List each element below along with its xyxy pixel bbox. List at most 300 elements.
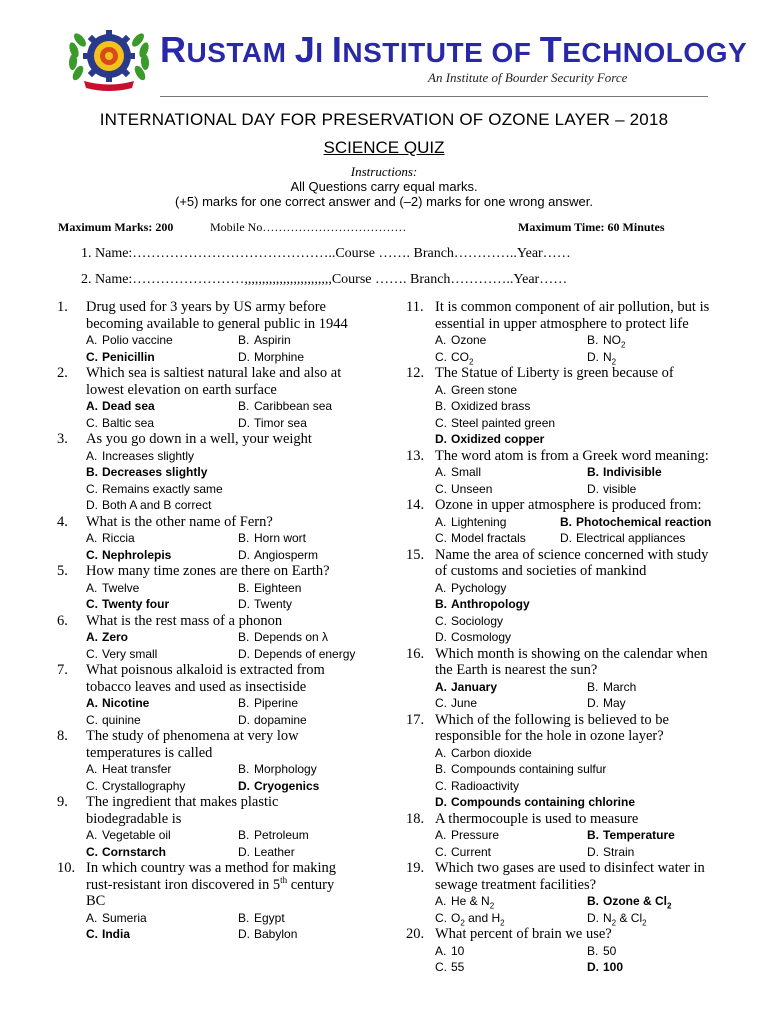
question-item (57, 431, 397, 514)
option-choice[interactable] (238, 844, 397, 861)
option-choice[interactable] (238, 695, 397, 712)
question-options (406, 827, 746, 860)
question-number: 5. (57, 563, 68, 579)
instructions-line: (+5) marks for one correct answer and (–2) marks for one wrong answer. (175, 194, 593, 209)
option-choice[interactable] (435, 398, 746, 415)
option-choice[interactable] (238, 596, 397, 613)
option-letter: B. (435, 597, 447, 611)
option-choice[interactable] (86, 349, 238, 366)
option-letter: D. (238, 547, 250, 562)
option-letter: D. (238, 597, 250, 611)
option-letter: B. (560, 514, 572, 529)
option-text: Current (451, 844, 492, 859)
option-text: Leather (254, 844, 295, 859)
question-text (406, 299, 746, 332)
option-letter: A. (86, 399, 98, 413)
question-text (57, 514, 397, 531)
question-text (57, 860, 397, 910)
option-choice[interactable] (435, 794, 746, 811)
option-text: Nicotine (102, 696, 150, 710)
question-number: 11. (406, 299, 424, 315)
option-text: Indivisible (603, 465, 662, 479)
option-choice[interactable] (435, 745, 746, 762)
option-text: Unseen (451, 481, 493, 496)
question-text (57, 365, 397, 398)
question-options (57, 332, 397, 365)
option-choice[interactable] (435, 580, 746, 597)
option-letter: A. (86, 910, 98, 925)
max-marks: Maximum Marks: 200 (58, 220, 174, 234)
option-choice[interactable] (86, 332, 238, 349)
option-letter: C. (86, 927, 98, 941)
option-text: 55 (451, 960, 465, 974)
max-time: Maximum Time: 60 Minutes (518, 220, 665, 234)
instructions-line: All Questions carry equal marks. (290, 179, 478, 194)
option-letter: D. (238, 712, 250, 727)
option-text: dopamine (254, 712, 307, 727)
question-text (57, 728, 397, 761)
option-choice[interactable] (238, 349, 397, 366)
question-text (57, 563, 397, 580)
question-item (57, 728, 397, 794)
option-choice[interactable] (435, 959, 587, 976)
option-text: Cosmology (451, 630, 512, 644)
option-choice[interactable] (86, 415, 238, 432)
option-choice[interactable] (587, 893, 746, 910)
option-text: India (102, 927, 131, 941)
option-text: $O_2$ and $H_2$ (451, 910, 505, 927)
option-letter: A. (435, 679, 447, 694)
question-options (57, 827, 397, 860)
option-choice[interactable] (435, 596, 746, 613)
instructions (0, 164, 768, 209)
option-choice[interactable] (435, 695, 587, 712)
option-text: Cryogenics (254, 778, 320, 793)
question-item (57, 365, 397, 431)
option-letter: A. (435, 828, 447, 842)
option-letter: A. (86, 828, 98, 842)
option-text: Egypt (254, 910, 285, 925)
option-choice[interactable] (435, 464, 587, 481)
option-choice[interactable] (587, 695, 746, 712)
option-choice[interactable] (587, 910, 746, 927)
option-choice[interactable] (238, 629, 397, 646)
option-choice[interactable] (435, 844, 587, 861)
option-choice[interactable] (435, 761, 746, 778)
option-choice[interactable] (238, 580, 397, 597)
option-text: $N_2$ (603, 349, 617, 366)
option-text: visible (603, 481, 637, 496)
option-choice[interactable] (587, 481, 746, 498)
option-text: Morphology (254, 762, 317, 776)
question-item (406, 712, 746, 811)
option-text: Remains exactly same (102, 481, 223, 496)
question-body: The word atom is from a Greek word meaning: (435, 447, 709, 464)
option-letter: C. (435, 910, 447, 925)
option-choice[interactable] (86, 695, 238, 712)
option-letter: C. (435, 844, 447, 859)
question-text (57, 662, 397, 695)
option-text: Riccia (102, 531, 135, 545)
question-body: How many time zones are there on Earth? (86, 563, 330, 579)
option-text: Pressure (451, 828, 500, 842)
option-text: Timor sea (254, 415, 307, 430)
option-choice[interactable] (435, 679, 587, 696)
option-text: Ozone (451, 333, 487, 347)
event-title: INTERNATIONAL DAY FOR PRESERVATION OF OZONE LAYER – 2018 (99, 110, 669, 129)
question-body: As you go down in a well, your weight (86, 431, 312, 447)
question-text (406, 926, 746, 943)
question-number: 8. (57, 728, 68, 744)
question-item (406, 547, 746, 646)
option-choice[interactable] (86, 778, 238, 795)
option-letter: B. (435, 399, 447, 413)
instructions-heading: Instructions: (350, 164, 418, 179)
option-letter: B. (238, 762, 250, 776)
question-options (57, 448, 397, 514)
option-text: Small (451, 465, 482, 479)
option-letter: A. (435, 580, 447, 595)
mobile-number-field[interactable]: Mobile No……………………………… (210, 220, 407, 234)
option-choice[interactable] (560, 530, 746, 547)
option-choice[interactable] (238, 926, 397, 943)
question-options (57, 629, 397, 662)
question-body: Name the area of science concerned with study of customs and societies of mankind (435, 546, 709, 579)
option-letter: A. (435, 894, 447, 908)
option-letter: D. (587, 349, 599, 364)
option-letter: A. (86, 448, 98, 463)
option-text: He & $N_2$ (451, 894, 495, 911)
question-item (57, 662, 397, 728)
option-choice[interactable] (238, 910, 397, 927)
option-text: Temperature (603, 828, 675, 842)
option-letter: A. (435, 514, 447, 529)
option-choice[interactable] (435, 629, 746, 646)
question-options (406, 514, 746, 547)
option-choice[interactable] (587, 827, 746, 844)
option-text: Dead sea (102, 399, 155, 413)
option-choice[interactable] (435, 332, 587, 349)
option-choice[interactable] (86, 827, 238, 844)
option-letter: D. (435, 630, 447, 644)
question-item (57, 613, 397, 663)
option-text: Twenty (254, 597, 293, 611)
question-number: 16. (406, 645, 425, 662)
question-number: 15. (406, 546, 425, 563)
question-item (406, 646, 746, 712)
question-options (57, 530, 397, 563)
option-choice[interactable] (435, 514, 560, 531)
question-number: 19. (406, 860, 425, 876)
question-number: 9. (57, 794, 68, 810)
question-body: Which sea is saltiest natural lake and also at lowest elevation on earth surface (86, 365, 342, 398)
option-letter: D. (86, 498, 98, 512)
question-item (57, 563, 397, 613)
question-text (406, 860, 746, 893)
option-letter: D. (238, 415, 250, 430)
institute-tagline: An Institute of Bourder Security Force (428, 70, 628, 85)
option-choice[interactable] (587, 959, 746, 976)
option-letter: C. (86, 415, 98, 430)
option-text: $NO_2$ (603, 333, 626, 350)
question-text (406, 448, 746, 465)
option-choice[interactable] (435, 349, 587, 366)
question-number: 3. (57, 431, 68, 447)
question-body: What poisnous alkaloid is extracted from tobacco leaves and used as insectiside (86, 662, 325, 695)
option-text: Twenty four (102, 597, 170, 611)
option-letter: B. (587, 679, 599, 694)
option-choice[interactable] (238, 332, 397, 349)
option-text: Strain (603, 844, 635, 859)
option-choice[interactable] (238, 547, 397, 564)
option-letter: C. (86, 844, 98, 859)
option-text: Lightening (451, 514, 507, 529)
question-text (406, 646, 746, 679)
question-body: Which two gases are used to disinfect water in sewage treatment facilities? (435, 860, 705, 893)
option-choice[interactable] (435, 893, 587, 910)
option-choice[interactable] (435, 943, 587, 960)
option-letter: D. (587, 910, 599, 925)
question-body: The Statue of Liberty is green because of (435, 365, 674, 381)
option-letter: C. (86, 646, 98, 661)
option-choice[interactable] (560, 514, 746, 531)
option-text: Morphine (254, 349, 305, 364)
option-choice[interactable] (435, 613, 746, 630)
option-letter: C. (435, 349, 447, 364)
option-letter: C. (435, 531, 447, 545)
option-letter: B. (435, 762, 447, 776)
institute-name: RUSTAM JI INSTITUTE OF TECHNOLOGY (160, 29, 748, 70)
option-text: Pychology (451, 580, 507, 595)
option-letter: B. (238, 910, 250, 925)
option-letter: C. (435, 613, 447, 628)
option-choice[interactable] (238, 712, 397, 729)
option-text: 50 (603, 943, 617, 958)
question-item (406, 448, 746, 498)
option-letter: B. (238, 333, 250, 347)
option-letter: C. (86, 481, 98, 496)
option-letter: D. (587, 844, 599, 859)
option-letter: C. (435, 415, 447, 430)
option-letter: D. (587, 696, 599, 710)
option-letter: A. (435, 943, 447, 958)
option-text: Ozone & $Cl_2$ (603, 894, 672, 911)
question-number: 18. (406, 810, 425, 827)
option-choice[interactable] (238, 530, 397, 547)
question-body: What is the other name of Fern? (86, 513, 273, 530)
question-text (406, 497, 746, 514)
option-letter: C. (435, 778, 447, 793)
question-text (57, 431, 397, 448)
option-choice[interactable] (587, 943, 746, 960)
option-text: Vegetable oil (102, 828, 171, 842)
option-choice[interactable] (435, 778, 746, 795)
question-item (57, 860, 397, 943)
option-choice[interactable] (238, 646, 397, 663)
question-text (57, 613, 397, 630)
option-text: Oxidized copper (451, 432, 545, 446)
option-letter: D. (238, 844, 250, 859)
option-letter: D. (238, 778, 250, 793)
option-text: $N_2$ & $Cl_2$ (603, 910, 647, 927)
question-item (406, 926, 746, 976)
option-text: Cornstarch (102, 844, 167, 859)
institute-emblem-icon (62, 26, 156, 92)
option-letter: D. (238, 927, 250, 941)
question-options (57, 910, 397, 943)
option-text: Twelve (102, 580, 140, 595)
option-choice[interactable] (86, 497, 397, 514)
question-item (406, 860, 746, 926)
question-item (406, 811, 746, 861)
option-choice[interactable] (86, 398, 238, 415)
option-letter: C. (86, 597, 98, 611)
option-text: Polio vaccine (102, 333, 173, 347)
option-letter: A. (86, 580, 98, 595)
option-text: March (603, 679, 637, 694)
questions-right-column (406, 299, 746, 976)
option-text: Horn wort (254, 531, 307, 545)
option-choice[interactable] (86, 926, 238, 943)
option-choice[interactable] (86, 646, 238, 663)
option-choice[interactable] (86, 712, 238, 729)
option-choice[interactable] (86, 580, 238, 597)
option-letter: D. (238, 349, 250, 364)
option-choice[interactable] (86, 761, 238, 778)
option-letter: C. (86, 778, 98, 793)
option-letter: B. (238, 580, 250, 595)
option-choice[interactable] (86, 547, 238, 564)
option-choice[interactable] (86, 596, 238, 613)
option-text: Petroleum (254, 828, 309, 842)
option-letter: B. (238, 399, 250, 413)
option-text: January (451, 679, 498, 694)
question-body: What percent of brain we use? (435, 926, 612, 942)
option-letter: D. (435, 795, 447, 809)
option-letter: A. (86, 696, 98, 710)
option-text: Decreases slightly (102, 465, 208, 479)
option-letter: A. (435, 382, 447, 397)
option-letter: C. (86, 349, 98, 364)
option-text: Depends on λ (254, 630, 329, 644)
option-text: Radioactivity (451, 778, 520, 793)
option-letter: C. (435, 696, 447, 710)
question-options (406, 464, 746, 497)
option-text: Electrical appliances (576, 531, 686, 545)
question-options (57, 761, 397, 794)
option-text: Baltic sea (102, 415, 155, 430)
question-options (406, 382, 746, 448)
option-letter: A. (86, 333, 98, 347)
question-number: 14. (406, 497, 425, 513)
option-letter: D. (587, 481, 599, 496)
question-number: 10. (57, 860, 76, 876)
option-choice[interactable] (435, 415, 746, 432)
option-choice[interactable] (238, 827, 397, 844)
option-choice[interactable] (435, 382, 746, 399)
option-text: Babylon (254, 927, 298, 941)
question-item (406, 299, 746, 365)
option-text: 10 (451, 943, 465, 958)
question-number: 7. (57, 662, 68, 678)
option-choice[interactable] (435, 910, 587, 927)
option-choice[interactable] (86, 910, 238, 927)
question-item (406, 365, 746, 448)
option-letter: A. (435, 333, 447, 347)
option-text: 100 (603, 960, 624, 974)
option-choice[interactable] (86, 530, 238, 547)
question-text (406, 365, 746, 382)
option-letter: A. (435, 745, 447, 760)
option-choice[interactable] (238, 778, 397, 795)
question-body: It is common component of air pollution, but is essential in upper atmosphere to protect life (435, 299, 710, 332)
header-divider (160, 96, 708, 97)
option-choice[interactable] (435, 431, 746, 448)
option-text: Compounds containing chlorine (451, 795, 635, 809)
option-text: Both A and B correct (102, 498, 212, 512)
question-number: 17. (406, 711, 425, 728)
option-choice[interactable] (86, 448, 397, 465)
option-choice[interactable] (587, 464, 746, 481)
option-letter: B. (587, 828, 599, 842)
question-item (57, 299, 397, 365)
option-choice[interactable] (587, 349, 746, 366)
option-choice[interactable] (435, 530, 560, 547)
question-number: 1. (57, 299, 68, 315)
question-number: 20. (406, 926, 425, 942)
option-letter: A. (86, 630, 98, 644)
option-choice[interactable] (86, 629, 238, 646)
questions-left-column (57, 299, 397, 943)
option-choice[interactable] (435, 481, 587, 498)
option-choice[interactable] (587, 679, 746, 696)
option-choice[interactable] (86, 844, 238, 861)
option-text: Zero (102, 630, 129, 644)
option-text: Anthropology (451, 597, 530, 611)
option-text: Depends of energy (254, 646, 356, 661)
question-number: 6. (57, 612, 68, 629)
option-text: Very small (102, 646, 158, 661)
option-choice[interactable] (238, 415, 397, 432)
question-options (406, 745, 746, 811)
option-letter: A. (86, 531, 98, 545)
option-choice[interactable] (238, 761, 397, 778)
question-item (57, 514, 397, 564)
participant-1-line[interactable]: 1. Name:……………………………………..Course ……. Branch…………..Year…… (81, 246, 571, 261)
option-text: Caribbean sea (254, 399, 333, 413)
option-choice[interactable] (238, 398, 397, 415)
question-options (406, 679, 746, 712)
option-choice[interactable] (86, 464, 397, 481)
option-letter: D. (587, 960, 599, 974)
participant-2-line[interactable]: 2. Name:……………………,,,,,,,,,,,,,,,,,,,,,,,,,Course ……. Branch…………..Year…… (81, 272, 568, 287)
option-choice[interactable] (587, 844, 746, 861)
question-text (57, 794, 397, 827)
option-text: Oxidized brass (451, 399, 531, 413)
option-letter: B. (86, 465, 98, 479)
option-text: Penicillin (102, 349, 155, 364)
option-letter: C. (435, 960, 447, 974)
option-choice[interactable] (587, 332, 746, 349)
option-text: $CO_2$ (451, 349, 474, 366)
question-body: Which of the following is believed to be responsible for the hole in ozone layer? (435, 711, 669, 744)
question-body: In which country was a method for making rust-resistant iron discovered in 5th century BC (86, 860, 337, 909)
option-choice[interactable] (435, 827, 587, 844)
option-text: May (603, 696, 626, 710)
option-letter: B. (238, 630, 250, 644)
option-text: Green stone (451, 382, 518, 397)
option-choice[interactable] (86, 481, 397, 498)
